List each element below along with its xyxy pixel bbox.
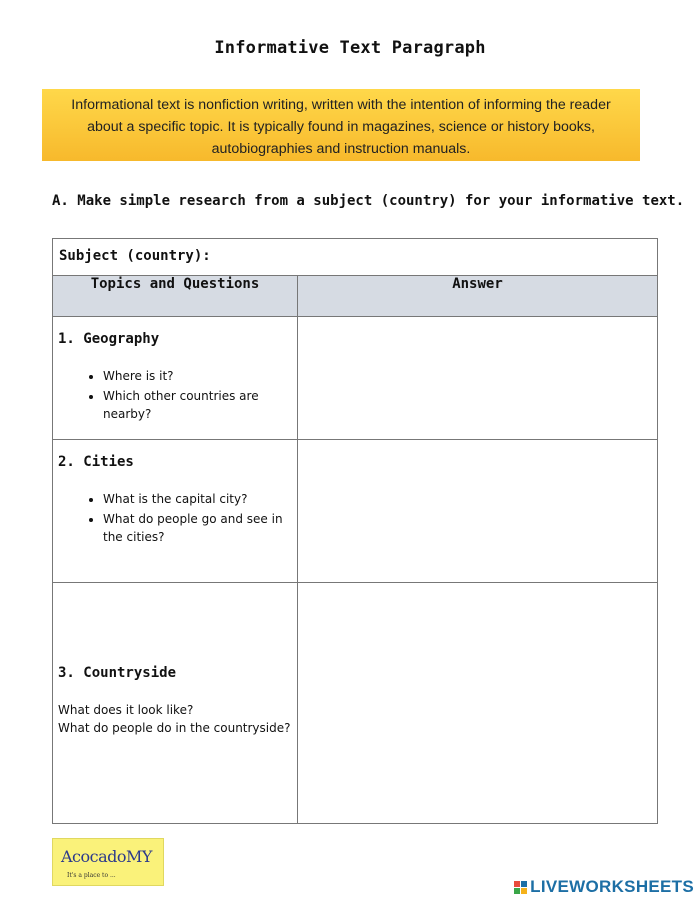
acocadomy-logo: [52, 838, 164, 886]
question-item: • What do people go and see in the cities?: [103, 510, 291, 546]
topic-title-geography: 1. Geography: [58, 331, 160, 347]
question-list-geography: [58, 367, 291, 423]
topic-title-cities: 2. Cities: [58, 454, 134, 470]
question-item: • What is the capital city?: [103, 490, 291, 508]
table-row: [53, 317, 658, 440]
logo-text: AcocadoMY: [61, 847, 152, 866]
topic-cell-cities: [53, 440, 298, 583]
instruction-text: A. Make simple research from a subject (country) for your informative text.: [52, 193, 685, 209]
table-header-row: [53, 276, 658, 317]
question-item: • Where is it?: [103, 367, 291, 385]
liveworksheets-brand[interactable]: [514, 877, 694, 897]
table-row: [53, 440, 658, 583]
question-list-cities: [58, 490, 291, 546]
question-item: What do people do in the countryside?: [58, 721, 291, 735]
header-topics: Topics and Questions: [53, 276, 298, 317]
subject-label: Subject (country):: [59, 248, 211, 264]
liveworksheets-text: LIVEWORKSHEETS: [530, 877, 694, 896]
topic-title-countryside: 3. Countryside: [58, 665, 177, 681]
answer-cell-countryside[interactable]: [298, 583, 658, 824]
page-title: Informative Text Paragraph: [214, 38, 486, 58]
answer-cell-geography[interactable]: [298, 317, 658, 440]
liveworksheets-icon: [514, 881, 527, 894]
answer-cell-cities[interactable]: [298, 440, 658, 583]
subject-row: [53, 239, 658, 276]
topic-cell-geography: [53, 317, 298, 440]
subject-cell[interactable]: [53, 239, 658, 276]
question-item: What does it look like?: [58, 703, 194, 717]
question-item: • Which other countries are nearby?: [103, 387, 291, 423]
question-list-countryside: [58, 701, 291, 737]
logo-tagline: It's a place to ...: [67, 872, 116, 879]
intro-box: Informational text is nonfiction writing, written with the intention of informing the reader about a specific topic. It is typically found in magazines, science or history books, autobiographies and instruction manuals.: [42, 89, 640, 161]
header-answer: Answer: [298, 276, 658, 317]
research-table: [52, 238, 658, 824]
table-row: [53, 583, 658, 824]
topic-cell-countryside: [53, 583, 298, 824]
